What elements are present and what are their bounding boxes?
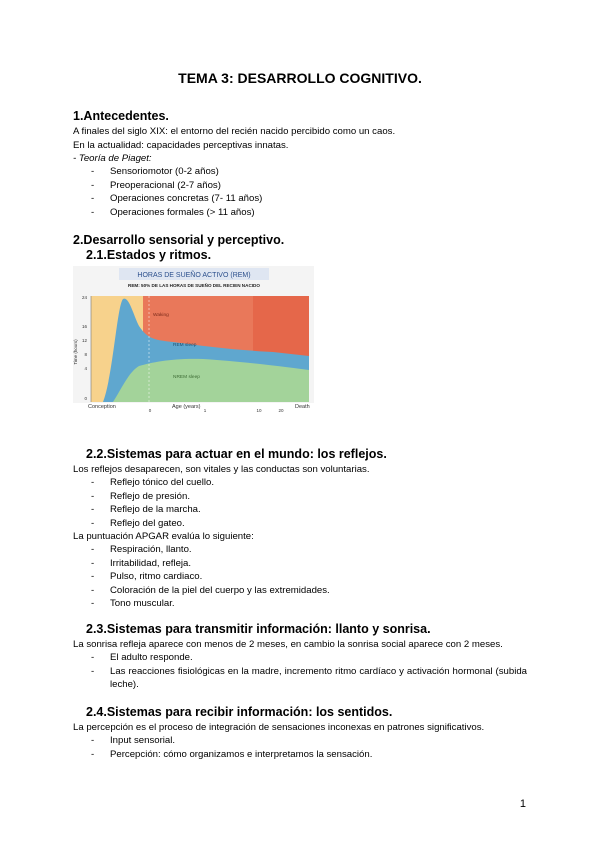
page-number: 1: [519, 798, 526, 810]
y-tick: 24: [81, 295, 87, 300]
figure-x-label: Age (years): [172, 404, 201, 410]
region-label-nrem: NREM sleep: [173, 375, 200, 380]
list-item: - Reflejo de presión.: [91, 490, 190, 502]
smile-list: [91, 651, 527, 692]
list-item: - Percepción: cómo organizamos e interpretamos la sensación.: [91, 748, 373, 760]
list-item: - Coloración de la piel del cuerpo y las extremidades.: [91, 584, 330, 596]
subsection-heading: 2.3.Sistemas para transmitir información: llanto y sonrisa.: [86, 622, 431, 636]
x-tick: 0: [148, 408, 152, 413]
figure-left-label: Conception: [88, 404, 116, 410]
list-item: - Las reacciones fisiológicas en la madre, incremento ritmo cardíaco y activación hormonal (subida leche).: [91, 665, 527, 690]
paragraph: La puntuación APGAR evalúa lo siguiente:: [73, 531, 254, 542]
list-item: - Preoperacional (2-7 años): [91, 179, 221, 191]
list-item: - Pulso, ritmo cardiaco.: [91, 571, 203, 582]
list-item: - Operaciones formales (> 11 años): [91, 206, 255, 218]
y-tick: 12: [81, 338, 87, 343]
y-tick: 0: [84, 396, 87, 401]
paragraph: La percepción es el proceso de integración de sensaciones inconexas en patrones significativos.: [73, 722, 485, 733]
y-axis-label: Time (hours): [73, 339, 78, 365]
x-tick: 10: [256, 408, 262, 413]
list-item: - Reflejo tónico del cuello.: [91, 477, 214, 488]
paragraph: A finales del siglo XIX: el entorno del recién nacido percibido como un caos.: [73, 126, 396, 137]
list-item: - Reflejo de la marcha.: [91, 504, 201, 515]
paragraph: Los reflejos desaparecen, son vitales y las conductas son voluntarias.: [73, 464, 370, 475]
figure-subtitle: REM: 50% DE LAS HORAS DE SUEÑO DEL RECIEN NACIDO: [128, 283, 260, 288]
section-heading-antecedentes: 1.Antecedentes.: [73, 109, 169, 123]
list-item: - El adulto responde.: [91, 652, 193, 663]
paragraph: La sonrisa refleja aparece con menos de 2 meses, en cambio la sonrisa social aparece con 2 meses.: [73, 639, 503, 650]
list-item: - Irritabilidad, refleja.: [91, 557, 192, 569]
x-tick: 1: [203, 408, 207, 413]
page-title: TEMA 3: DESARROLLO COGNITIVO.: [178, 70, 422, 86]
apgar-list: [91, 543, 330, 611]
region-label-rem: REM sleep: [173, 343, 197, 348]
paragraph: En la actualidad: capacidades perceptivas innatas.: [73, 140, 289, 151]
subsection-heading: 2.1.Estados y ritmos.: [86, 248, 212, 262]
paragraph: - Teoría de Piaget:: [73, 153, 152, 164]
list-item: - Reflejo del gateo.: [91, 517, 185, 529]
list-item: - Operaciones concretas (7- 11 años): [91, 193, 263, 204]
y-tick: 4: [84, 366, 87, 371]
figure-right-label: Death: [295, 404, 310, 410]
subsection-heading: 2.2.Sistemas para actuar en el mundo: los reflejos.: [86, 447, 387, 461]
list-item: - Respiración, llanto.: [91, 544, 192, 555]
list-item: - Tono muscular.: [91, 598, 175, 609]
list-item: - Sensoriomotor (0-2 años): [91, 166, 219, 177]
reflexes-list: [91, 476, 214, 530]
section-heading-desarrollo: 2.Desarrollo sensorial y perceptivo.: [73, 233, 285, 247]
y-tick: 16: [81, 324, 87, 329]
region-label-waking: Waking: [153, 313, 169, 318]
senses-list: [91, 734, 372, 761]
x-tick: 20: [278, 408, 284, 413]
subsection-heading: 2.4.Sistemas para recibir información: los sentidos.: [86, 705, 393, 719]
y-tick: 8: [84, 352, 87, 357]
figure-title: HORAS DE SUEÑO ACTIVO (REM): [137, 272, 251, 279]
piaget-list: [91, 165, 262, 219]
list-item: - Input sensorial.: [91, 735, 176, 746]
